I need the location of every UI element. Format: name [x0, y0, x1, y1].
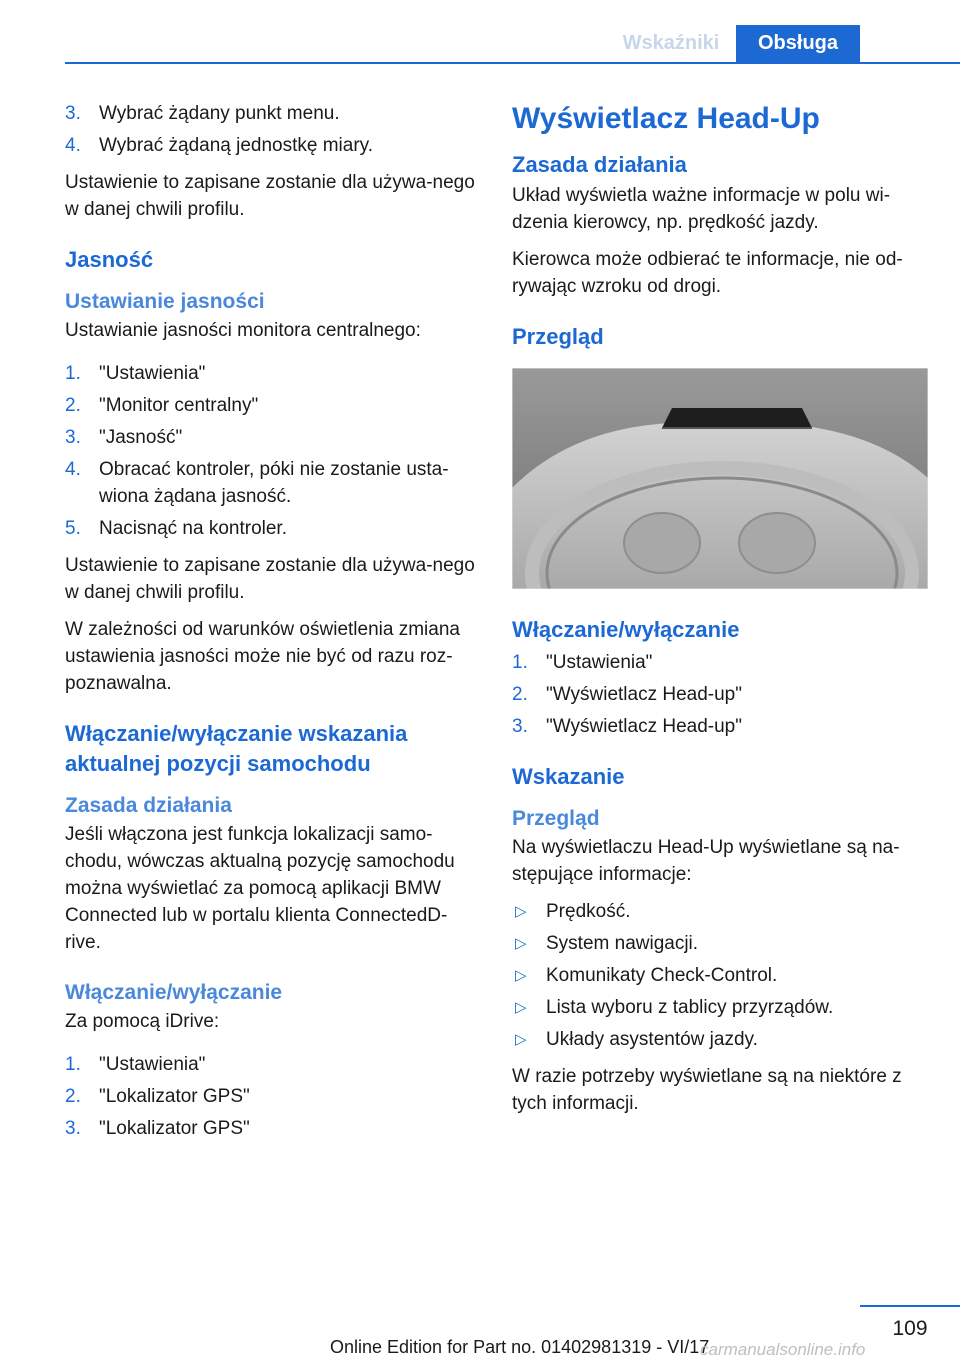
paragraph: Ustawienie to zapisane zostanie dla używa‐nego w danej chwili profilu.: [65, 172, 475, 220]
paragraph: Jeśli włączona jest funkcja lokalizacji samo‐chodu, wówczas aktualną pozycję samochodu można wyświetlać za pomocą aplikacji BMW Connected lub w portalu klienta ConnectedD‐rive.: [65, 824, 455, 953]
step-number: 3.: [65, 427, 81, 448]
list-item: [65, 360, 475, 387]
list-item: [65, 1051, 475, 1078]
right-column: [512, 100, 930, 1127]
bullet-text: Układy asystentów jazdy.: [546, 1029, 758, 1050]
step-text: "Monitor centralny": [99, 395, 259, 416]
heading-jasnosc: Jasność: [65, 247, 154, 272]
step-text: "Ustawienia": [546, 652, 653, 673]
step-text: "Lokalizator GPS": [99, 1086, 250, 1107]
step-number: 1.: [65, 1054, 81, 1075]
paragraph: Ustawianie jasności monitora centralnego:: [65, 320, 421, 341]
subheading-ustawianie-jasnosci: Ustawianie jasności: [65, 290, 265, 313]
triangle-bullet-icon: ▷: [515, 935, 527, 952]
step-number: 1.: [512, 652, 528, 673]
triangle-bullet-icon: ▷: [515, 1031, 527, 1048]
heading-vehicle-position: Włączanie/wyłączanie wskazania aktualnej pozycji samochodu: [65, 721, 408, 776]
list-item: [65, 515, 475, 542]
step-number: 1.: [65, 363, 81, 384]
paragraph: W zależności od warunków oświetlenia zmiana ustawienia jasności może nie być od razu roz‐poznawalna.: [65, 619, 460, 694]
step-text: Nacisnąć na kontroler.: [99, 518, 287, 539]
list-item: [512, 994, 930, 1021]
paragraph: Za pomocą iDrive:: [65, 1011, 220, 1032]
step-text: Wybrać żądaną jednostkę miary.: [99, 135, 374, 156]
bullet-text: Prędkość.: [546, 901, 631, 922]
bullet-text: Lista wyboru z tablicy przyrządów.: [546, 997, 834, 1018]
triangle-bullet-icon: ▷: [515, 903, 527, 920]
header-rule: [65, 62, 960, 64]
heading-head-up-display: Wyświetlacz Head-Up: [512, 102, 820, 135]
page-number-rule: [860, 1305, 960, 1307]
list-item: [65, 100, 475, 127]
list-item: [512, 681, 930, 708]
heading-zasada-dzialania: Zasada działania: [512, 152, 687, 177]
step-number: 2.: [512, 684, 528, 705]
step-text: "Ustawienia": [99, 1054, 206, 1075]
list-item: [65, 132, 475, 159]
tab-wskazniki[interactable]: Wskaźniki: [606, 25, 736, 62]
step-number: 5.: [65, 518, 81, 539]
step-number: 2.: [65, 395, 81, 416]
step-number: 2.: [65, 1086, 81, 1107]
triangle-bullet-icon: ▷: [515, 999, 527, 1016]
step-text: Wybrać żądany punkt menu.: [99, 103, 340, 124]
left-column: [65, 100, 475, 1152]
step-text: Obracać kontroler, póki nie zostanie usta‐wiona żądana jasność.: [99, 459, 449, 507]
subheading-zasada-dzialania: Zasada działania: [65, 794, 232, 817]
step-number: 3.: [512, 716, 528, 737]
heading-wlaczanie: Włączanie/wyłączanie: [512, 617, 740, 642]
list-item: [65, 1083, 475, 1110]
heading-wskazanie: Wskazanie: [512, 764, 625, 789]
bullet-text: System nawigacji.: [546, 933, 699, 954]
list-item: [65, 424, 475, 451]
step-text: "Lokalizator GPS": [99, 1118, 250, 1139]
info-bullet-list: [512, 898, 930, 1053]
steps-list-brightness: [65, 360, 475, 542]
list-item: [65, 392, 475, 419]
step-number: 3.: [65, 1118, 81, 1139]
list-item: [65, 456, 475, 510]
step-number: 3.: [65, 103, 81, 124]
step-text: "Jasność": [99, 427, 183, 448]
bullet-text: Komunikaty Check-Control.: [546, 965, 778, 986]
paragraph: Na wyświetlaczu Head-Up wyświetlane są na‐stępujące informacje:: [512, 837, 900, 885]
list-item: [512, 1026, 930, 1053]
head-up-display-photo: [512, 368, 928, 589]
triangle-bullet-icon: ▷: [515, 967, 527, 984]
steps-list-gps: [65, 1051, 475, 1142]
watermark: carmanualsonline.info: [700, 1340, 866, 1359]
subheading-wlaczanie: Włączanie/wyłączanie: [65, 981, 283, 1004]
paragraph: Kierowca może odbierać te informacje, nie od‐rywając wzroku od drogi.: [512, 249, 903, 297]
step-text: "Wyświetlacz Head-up": [546, 684, 742, 705]
paragraph: Ustawienie to zapisane zostanie dla używa‐nego w danej chwili profilu.: [65, 555, 475, 603]
steps-list-units: [65, 100, 475, 159]
list-item: [512, 930, 930, 957]
list-item: [512, 962, 930, 989]
subheading-przeglad: Przegląd: [512, 807, 600, 830]
list-item: [65, 1115, 475, 1142]
step-number: 4.: [65, 459, 81, 480]
list-item: [512, 649, 930, 676]
page-number: 109: [892, 1317, 928, 1340]
heading-przeglad: Przegląd: [512, 324, 604, 349]
edition-footer: Online Edition for Part no. 01402981319 - VI/17: [330, 1337, 710, 1357]
step-number: 4.: [65, 135, 81, 156]
tab-obsluga[interactable]: Obsługa: [736, 25, 860, 62]
list-item: [512, 713, 930, 740]
paragraph: Układ wyświetla ważne informacje w polu wi‐dzenia kierowcy, np. prędkość jazdy.: [512, 185, 891, 233]
step-text: "Ustawienia": [99, 363, 206, 384]
paragraph: W razie potrzeby wyświetlane są na niektóre z tych informacji.: [512, 1066, 902, 1114]
step-text: "Wyświetlacz Head-up": [546, 716, 742, 737]
list-item: [512, 898, 930, 925]
steps-list-hud: [512, 649, 930, 740]
